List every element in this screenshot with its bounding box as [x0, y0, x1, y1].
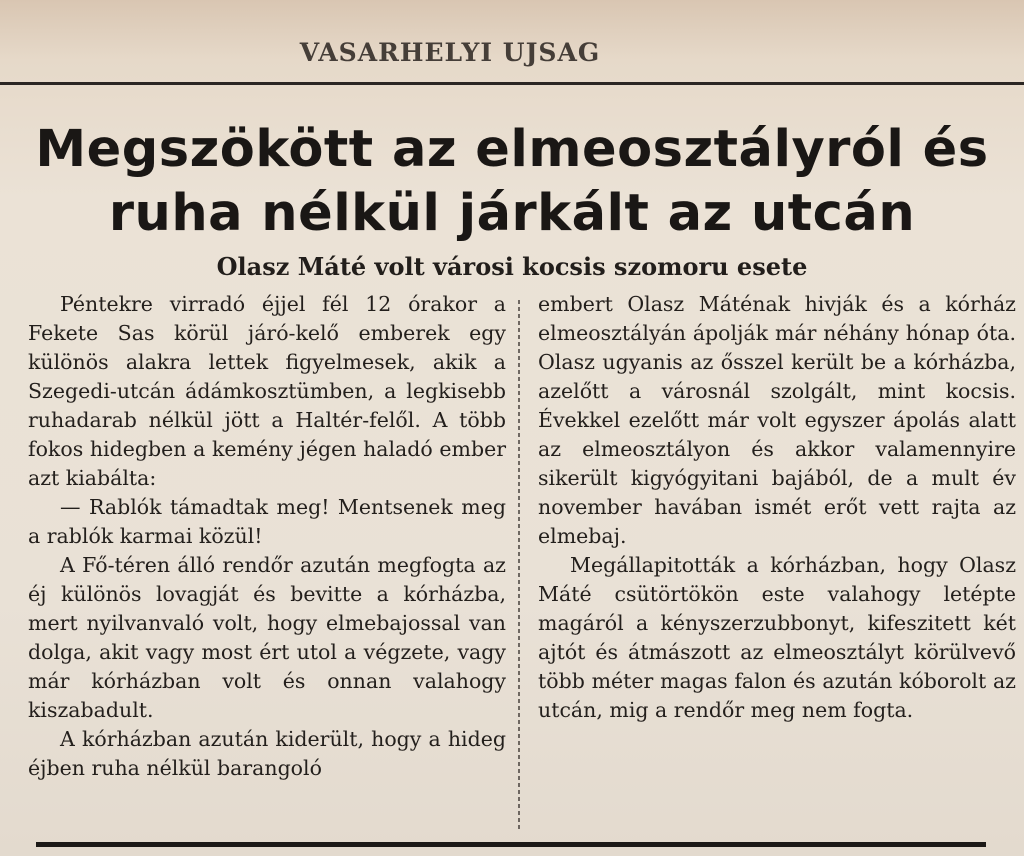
article-column-right — [538, 290, 1016, 725]
paragraph-quote: — Rablók támadtak meg! Mentsenek meg a rablók karmai közül! — [28, 495, 506, 548]
column-divider — [518, 300, 520, 830]
paragraph: A kórházban azután kiderült, hogy a hideg éjben ruha nélkül barangoló — [28, 727, 506, 780]
masthead-rule — [0, 82, 1024, 85]
paragraph: A Fő-téren álló rendőr azután megfogta az éj különös lovagját és bevitte a kórházba, mert nyilvanvaló volt, hogy elmebajossal van dolga, akit vagy most ért utol a végzete, vagy már kórházban volt és onnan valahogy kiszabadult. — [28, 553, 506, 722]
bottom-rule — [36, 842, 986, 847]
article-subheadline: Olasz Máté volt városi kocsis szomoru esete — [216, 252, 808, 281]
paragraph: Megállapitották a kórházban, hogy Olasz Máté csütörtökön este valahogy letépte magáról a kényszerzubbonyt, kifeszitett két ajtót és átmászott az elmeosztályt körülvevő több méter magas falon és azután kóborolt az utcán, mig a rendőr meg nem fogta. — [538, 553, 1016, 722]
headline-line-1: Megszökött az elmeosztályról és — [35, 120, 989, 179]
newspaper-masthead: VASARHELYI UJSAG — [299, 38, 601, 67]
paragraph: Péntekre virradó éjjel fél 12 órakor a Fekete Sas körül járó-kelő emberek egy különös alakra lettek figyelmesek, akik a Szegedi-utcán ádámkosztümben, a legkisebb ruhadarab nélkül jött a Haltér-felől. A több fokos hidegben a kemény jégen haladó ember azt kiabálta: — [28, 292, 506, 490]
article-column-left — [28, 290, 506, 783]
article-headline — [0, 118, 1024, 246]
paragraph: embert Olasz Máténak hivják és a kórház elmeosztályán ápolják már néhány hónap óta. Olasz ugyanis az ősszel került be a kórházba, azelőtt a városnál szolgált, mint kocsis. Évekkel ezelőtt már volt egyszer ápolás alatt az elmeosztályon és akkor valamennyire sikerült kigyógyitani bajából, de a mult év november havában ismét erőt vett rajta az elmebaj. — [538, 292, 1016, 548]
headline-line-2: ruha nélkül járkált az utcán — [108, 184, 916, 243]
